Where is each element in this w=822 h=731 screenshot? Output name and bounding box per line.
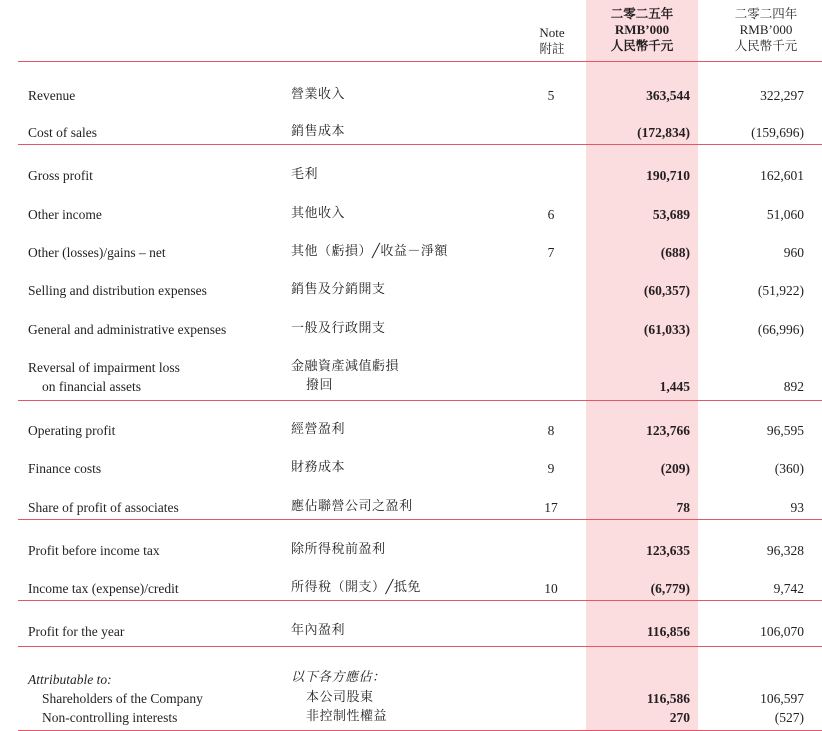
row-current-value: 1,445 <box>659 379 690 394</box>
row-current-value: (6,779) <box>650 581 690 596</box>
rule-after-associates <box>18 519 822 520</box>
row-label: Cost of sales <box>28 125 97 140</box>
row-prior-value: 96,328 <box>766 543 804 558</box>
row-label: Finance costs <box>28 461 102 476</box>
row-current-value: (61,033) <box>643 322 690 337</box>
row-prior-value: 892 <box>783 379 804 394</box>
row-label: Gross profit <box>28 168 93 183</box>
row-current-value: 190,710 <box>646 168 690 183</box>
current-unit-zh: 人民幣千元 <box>610 38 674 53</box>
shareholders-current: 116,586 <box>646 691 690 706</box>
row-note: 7 <box>547 245 555 260</box>
row-label: Other income <box>28 207 102 222</box>
current-year-highlight <box>586 0 698 731</box>
attributable-label: Attributable to: <box>28 672 112 687</box>
row-prior-value: 162,601 <box>760 168 804 183</box>
row-label: Profit before income tax <box>28 543 160 558</box>
row-prior-value: 96,595 <box>766 423 804 438</box>
row-current-value: 123,635 <box>646 543 690 558</box>
header-rule <box>18 61 822 62</box>
row-current-value: (172,834) <box>637 125 690 140</box>
row-note: 17 <box>544 500 558 515</box>
nci-label-zh: 非控制性權益 <box>306 709 388 724</box>
shareholders-prior: 106,597 <box>760 691 804 706</box>
row-label: Operating profit <box>28 423 116 438</box>
row-label: Profit for the year <box>28 624 125 639</box>
rule-after-reversal <box>18 400 822 401</box>
row-current-value: 53,689 <box>652 207 690 222</box>
current-year-label: 二零二五年 <box>610 6 674 21</box>
row-label-zh: 營業收入 <box>291 87 346 102</box>
row-prior-value: 9,742 <box>773 581 804 596</box>
note-column-header <box>530 25 574 57</box>
row-note: 8 <box>547 423 555 438</box>
row-current-value: 363,544 <box>646 88 690 103</box>
row-prior-value: 51,060 <box>766 207 804 222</box>
row-prior-value: (51,922) <box>757 283 804 298</box>
row-current-value: (688) <box>660 245 690 260</box>
nci-current: 270 <box>669 710 690 725</box>
row-note: 6 <box>547 207 555 222</box>
row-label-zh: 經營盈利 <box>291 422 346 437</box>
row-label: Selling and distribution expenses <box>28 283 207 298</box>
row-label-zh: 銷售成本 <box>291 124 346 139</box>
row-label-zh: 其他（虧損）╱收益－淨額 <box>291 244 448 259</box>
prior-unit-zh: 人民幣千元 <box>734 38 798 53</box>
row-label-zh-continued: 撥回 <box>306 378 334 393</box>
current-year-header <box>592 6 692 54</box>
row-note: 10 <box>544 581 558 596</box>
row-current-value: 116,856 <box>646 624 690 639</box>
rule-after-cost-of-sales <box>18 144 822 145</box>
note-header-en: Note <box>539 25 565 40</box>
row-current-value: (209) <box>660 461 690 476</box>
row-label: Share of profit of associates <box>28 500 179 515</box>
prior-year-header <box>716 6 816 54</box>
row-label-zh: 金融資產減值虧損 <box>291 359 400 374</box>
row-prior-value: 93 <box>790 500 804 515</box>
row-label: Other (losses)/gains – net <box>28 245 166 260</box>
prior-unit-en: RMB’000 <box>739 22 793 37</box>
row-label-zh: 銷售及分銷開支 <box>291 282 386 297</box>
row-label-zh: 年內盈利 <box>291 623 346 638</box>
row-prior-value: 322,297 <box>760 88 804 103</box>
row-note: 9 <box>547 461 555 476</box>
nci-prior: (527) <box>774 710 804 725</box>
nci-label: Non-controlling interests <box>42 710 178 725</box>
row-label-continued: on financial assets <box>42 379 141 394</box>
row-label: General and administrative expenses <box>28 322 227 337</box>
row-label-zh: 應佔聯營公司之盈利 <box>291 499 413 514</box>
note-header-zh: 附註 <box>539 41 565 56</box>
row-label-zh: 一般及行政開支 <box>291 321 386 336</box>
row-label-zh: 其他收入 <box>291 206 346 221</box>
row-note: 5 <box>547 88 555 103</box>
row-label-zh: 毛利 <box>291 167 319 182</box>
row-label-zh: 財務成本 <box>291 460 346 475</box>
rule-after-profit-for-year <box>18 646 822 647</box>
row-prior-value: (360) <box>774 461 804 476</box>
shareholders-label-zh: 本公司股東 <box>306 690 374 705</box>
rule-after-income-tax <box>18 600 822 601</box>
row-label-zh: 除所得稅前盈利 <box>291 542 386 557</box>
row-current-value: (60,357) <box>643 283 690 298</box>
prior-year-label: 二零二四年 <box>734 6 798 21</box>
attributable-label-zh: 以下各方應佔： <box>291 670 386 685</box>
current-unit-en: RMB’000 <box>614 22 670 37</box>
row-prior-value: (66,996) <box>757 322 804 337</box>
row-label: Revenue <box>28 88 76 103</box>
row-prior-value: (159,696) <box>751 125 804 140</box>
shareholders-label: Shareholders of the Company <box>42 691 203 706</box>
row-current-value: 78 <box>676 500 690 515</box>
row-label-zh: 所得稅（開支）╱抵免 <box>291 580 421 595</box>
row-current-value: 123,766 <box>646 423 690 438</box>
row-prior-value: 106,070 <box>760 624 804 639</box>
row-prior-value: 960 <box>783 245 804 260</box>
row-label: Reversal of impairment loss <box>28 360 180 375</box>
row-label: Income tax (expense)/credit <box>28 581 179 596</box>
